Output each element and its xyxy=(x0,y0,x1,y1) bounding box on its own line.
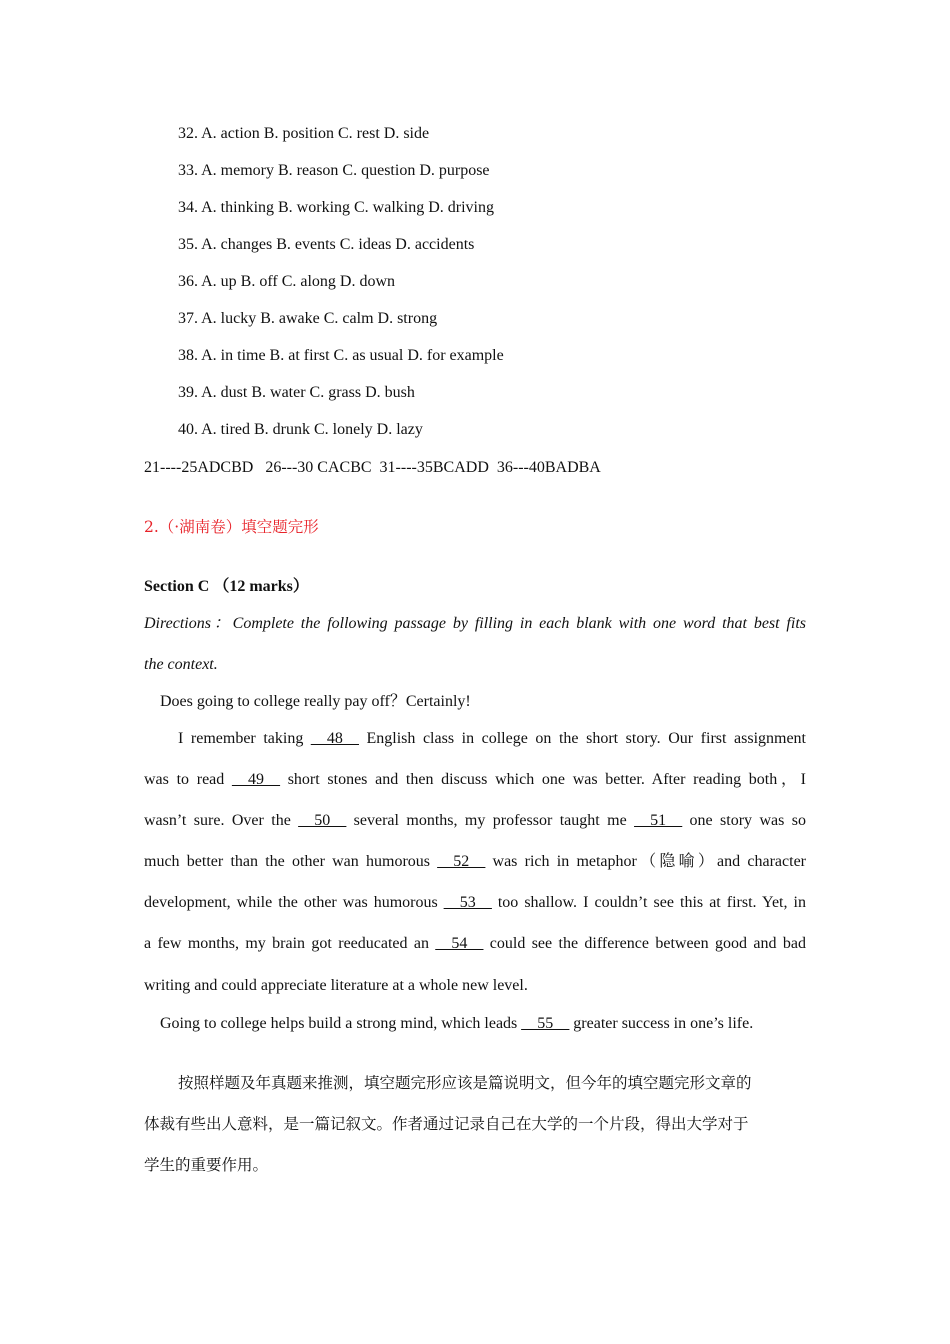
option-line-32: 32. A. action B. position C. rest D. side xyxy=(178,125,430,142)
text-span: was to read xyxy=(144,771,232,788)
option-line-39: 39. A. dust B. water C. grass D. bush xyxy=(178,384,415,401)
passage-line-3 xyxy=(144,811,806,831)
directions-line-1 xyxy=(144,614,806,634)
option-line-36: 36. A. up B. off C. along D. down xyxy=(178,273,396,290)
passage-line-6 xyxy=(144,934,806,954)
passage-line-5 xyxy=(144,893,806,913)
text-span: one story was so xyxy=(682,812,806,829)
section-heading: 2.（·湖南卷）填空题完形 xyxy=(144,518,319,536)
blank-48: __48__ xyxy=(310,730,359,747)
option-line-34: 34. A. thinking B. working C. walking D. driving xyxy=(178,199,494,216)
text-span: was rich in metaphor（隐喻）and character xyxy=(485,853,807,870)
option-line-40: 40. A. tired B. drunk C. lonely D. lazy xyxy=(178,421,423,438)
text-span: wasn’t sure. Over the xyxy=(144,812,299,829)
text-span: English class in college on the short story. Our first assignment xyxy=(358,730,807,747)
directions-label: Directions： xyxy=(144,615,233,632)
text-span: short stones and then discuss which one was better. After reading both，I xyxy=(279,771,806,788)
passage-intro: Does going to college really pay off？Certainly! xyxy=(160,693,471,710)
option-line-35: 35. A. changes B. events C. ideas D. accidents xyxy=(178,236,475,253)
section-marks: （12 marks） xyxy=(213,578,309,595)
text-span: could see the difference between good and bad xyxy=(483,935,806,952)
section-title: Section C xyxy=(144,578,210,595)
text-span: development, while the other was humorous xyxy=(144,894,444,911)
directions-text-1: Complete the following passage by filling in each blank with one word that best fits xyxy=(232,615,806,632)
blank-54: __54__ xyxy=(435,935,484,952)
option-line-38: 38. A. in time B. at first C. as usual D. for example xyxy=(178,347,504,364)
text-span: several months, my professor taught me xyxy=(346,812,635,829)
analysis-line-2: 体裁有些出人意料，是一篇记叙文。作者通过记录自己在大学的一个片段，得出大学对于 xyxy=(144,1115,749,1133)
text-span: Going to college helps build a strong mind, which leads xyxy=(160,1015,522,1032)
answer-key: 21----25ADCBD 26---30 CACBC 31----35BCADD 36---40BADBA xyxy=(144,459,601,476)
passage-line-7: writing and could appreciate literature at a whole new level. xyxy=(144,977,528,994)
text-span: too shallow. I couldn’t see this at first. Yet, in xyxy=(491,894,806,911)
text-span: a few months, my brain got reeducated an xyxy=(144,935,436,952)
blank-51: __51__ xyxy=(634,812,683,829)
directions-line-2: the context. xyxy=(144,656,218,673)
option-line-33: 33. A. memory B. reason C. question D. purpose xyxy=(178,162,490,179)
blank-53: __53__ xyxy=(443,894,492,911)
section-title-line xyxy=(144,577,309,597)
blank-52: __52__ xyxy=(437,853,486,870)
text-span: I remember taking xyxy=(178,730,311,747)
passage-line-2 xyxy=(144,770,806,790)
blank-50: __50__ xyxy=(298,812,347,829)
analysis-line-1: 按照样题及年真题来推测，填空题完形应该是篇说明文，但今年的填空题完形文章的 xyxy=(178,1074,752,1092)
text-span: greater success in one’s life. xyxy=(569,1015,754,1032)
blank-55: __55__ xyxy=(521,1015,570,1032)
blank-49: __49__ xyxy=(231,771,280,788)
analysis-line-3: 学生的重要作用。 xyxy=(144,1156,269,1174)
option-line-37: 37. A. lucky B. awake C. calm D. strong xyxy=(178,310,438,327)
text-span: much better than the other wan humorous xyxy=(144,853,438,870)
passage-line-4 xyxy=(144,852,806,872)
passage-conclusion xyxy=(160,1014,753,1034)
passage-line-1 xyxy=(178,729,806,749)
